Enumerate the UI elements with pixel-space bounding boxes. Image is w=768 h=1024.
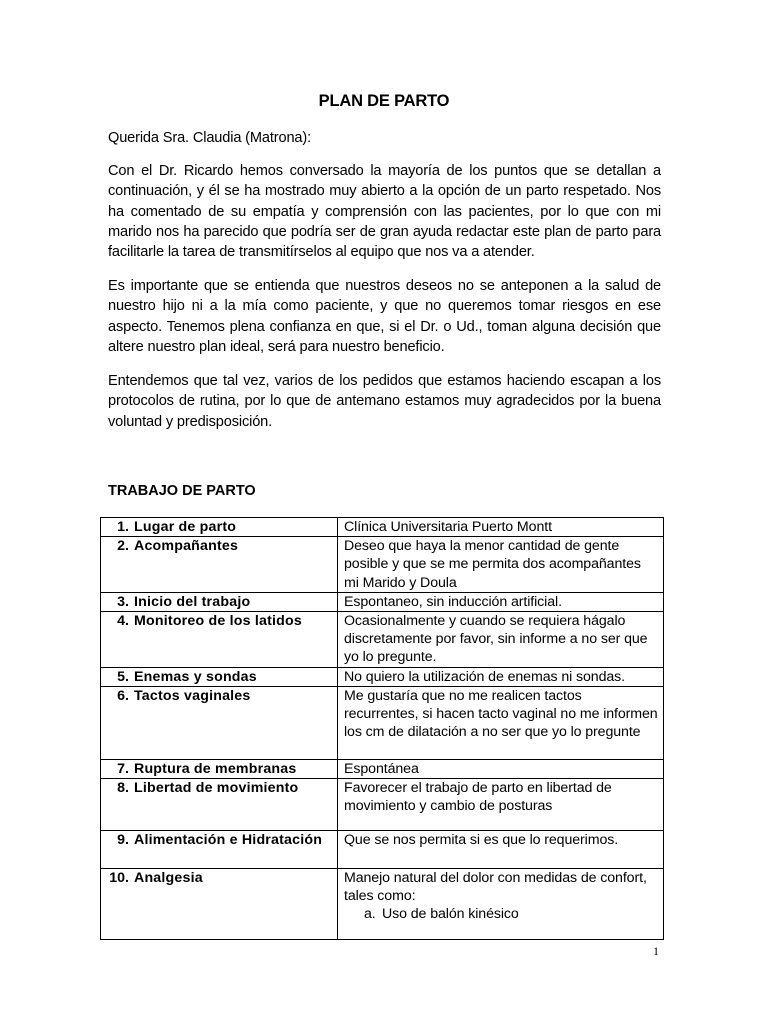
row-number: 5. — [117, 668, 129, 685]
paragraph-2: Es importante que se entienda que nuestros deseos no se anteponen a la salud de nuestro hijo ni a la mía como paciente, y que no queremos tomar riesgos en ese aspecto. Tenemos plena confianza en que, si el Dr. o Ud., toman alguna decisión que altere nuestro plan ideal, será para nuestro beneficio. — [108, 278, 661, 355]
row-label: Analgesia — [134, 870, 203, 887]
row-value: Espontánea — [338, 759, 664, 778]
row-value-cell — [338, 869, 664, 940]
row-label-cell — [101, 518, 338, 537]
row-number: 2. — [117, 538, 129, 555]
row-value: Deseo que haya la menor cantidad de gente posible y que se me permita dos acompañantes mi Marido y Doula — [338, 537, 664, 593]
row-value: Ocasionalmente y cuando se requiera hágalo discretamente por favor, sin informe a no ser que yo lo pregunte. — [338, 612, 664, 668]
row-value: Favorecer el trabajo de parto en libertad de movimiento y cambio de posturas — [338, 779, 664, 831]
row-number: 8. — [117, 780, 129, 797]
row-label-cell — [101, 831, 338, 869]
row-label-cell — [101, 779, 338, 831]
row-number: 1. — [117, 519, 129, 535]
table-row — [101, 779, 664, 831]
row-label-cell — [101, 667, 338, 686]
row-value: Que se nos permita si es que lo requerimos. — [338, 831, 664, 869]
row-value: Espontaneo, sin inducción artificial. — [338, 592, 664, 611]
row-number: 9. — [117, 832, 129, 849]
row-label: Acompañantes — [134, 538, 239, 555]
row-value: Me gustaría que no me realicen tactos recurrentes, si hacen tacto vaginal no me informen los cm de dilatación a no ser que yo lo pregunte — [338, 686, 664, 759]
paragraph-3: Entendemos que tal vez, varios de los pedidos que estamos haciendo escapan a los protocolos de rutina, por lo que de antemano estamos muy agradecidos por la buena voluntad y predisposición. — [108, 373, 661, 430]
row-label-cell — [101, 537, 338, 593]
table-row — [101, 592, 664, 611]
sub-list-text: Uso de balón kinésico — [382, 906, 519, 923]
table-row — [101, 537, 664, 593]
table-row — [101, 686, 664, 759]
row-label: Alimentación e Hidratación — [134, 832, 323, 849]
row-label-cell — [101, 612, 338, 668]
greeting: Querida Sra. Claudia (Matrona): — [108, 130, 311, 146]
page-number: 1 — [653, 944, 659, 958]
row-number: 10. — [109, 870, 129, 887]
table-row — [101, 667, 664, 686]
birth-plan-table — [100, 517, 664, 940]
row-label: Lugar de parto — [134, 519, 237, 535]
row-value: Clínica Universitaria Puerto Montt — [338, 518, 664, 537]
row-label: Libertad de movimiento — [134, 780, 299, 797]
table-row — [101, 759, 664, 778]
row-label: Enemas y sondas — [134, 668, 257, 685]
row-number: 7. — [117, 760, 129, 777]
row-number: 3. — [117, 593, 129, 610]
row-label: Monitoreo de los latidos — [134, 613, 302, 630]
row-value: Manejo natural del dolor con medidas de confort, tales como: — [344, 870, 647, 905]
row-label-cell — [101, 592, 338, 611]
table-row — [101, 612, 664, 668]
sub-list-letter: a. — [364, 906, 376, 923]
row-label: Inicio del trabajo — [134, 593, 251, 610]
row-label-cell — [101, 759, 338, 778]
row-label-cell — [101, 686, 338, 759]
sub-list-item — [344, 905, 659, 923]
table-row — [101, 831, 664, 869]
row-number: 6. — [117, 687, 129, 704]
table-row — [101, 518, 664, 537]
paragraph-1: Con el Dr. Ricardo hemos conversado la mayoría de los puntos que se detallan a continuación, y él se ha mostrado muy abierto a la opción de un parto respetado. Nos ha comentado de su empatía y comprensión con las pacientes, por lo que con mi marido nos ha parecido que podría ser de gran ayuda redactar este plan de parto para facilitarle la tarea de transmitírselos al equipo que nos va a atender. — [108, 163, 661, 261]
row-label-cell — [101, 869, 338, 940]
row-label: Ruptura de membranas — [134, 760, 297, 777]
row-number: 4. — [117, 613, 129, 630]
document-title: PLAN DE PARTO — [318, 92, 450, 110]
section-heading: TRABAJO DE PARTO — [108, 483, 256, 499]
table-row — [101, 869, 664, 940]
row-label: Tactos vaginales — [134, 687, 251, 704]
row-value: No quiero la utilización de enemas ni sondas. — [338, 667, 664, 686]
